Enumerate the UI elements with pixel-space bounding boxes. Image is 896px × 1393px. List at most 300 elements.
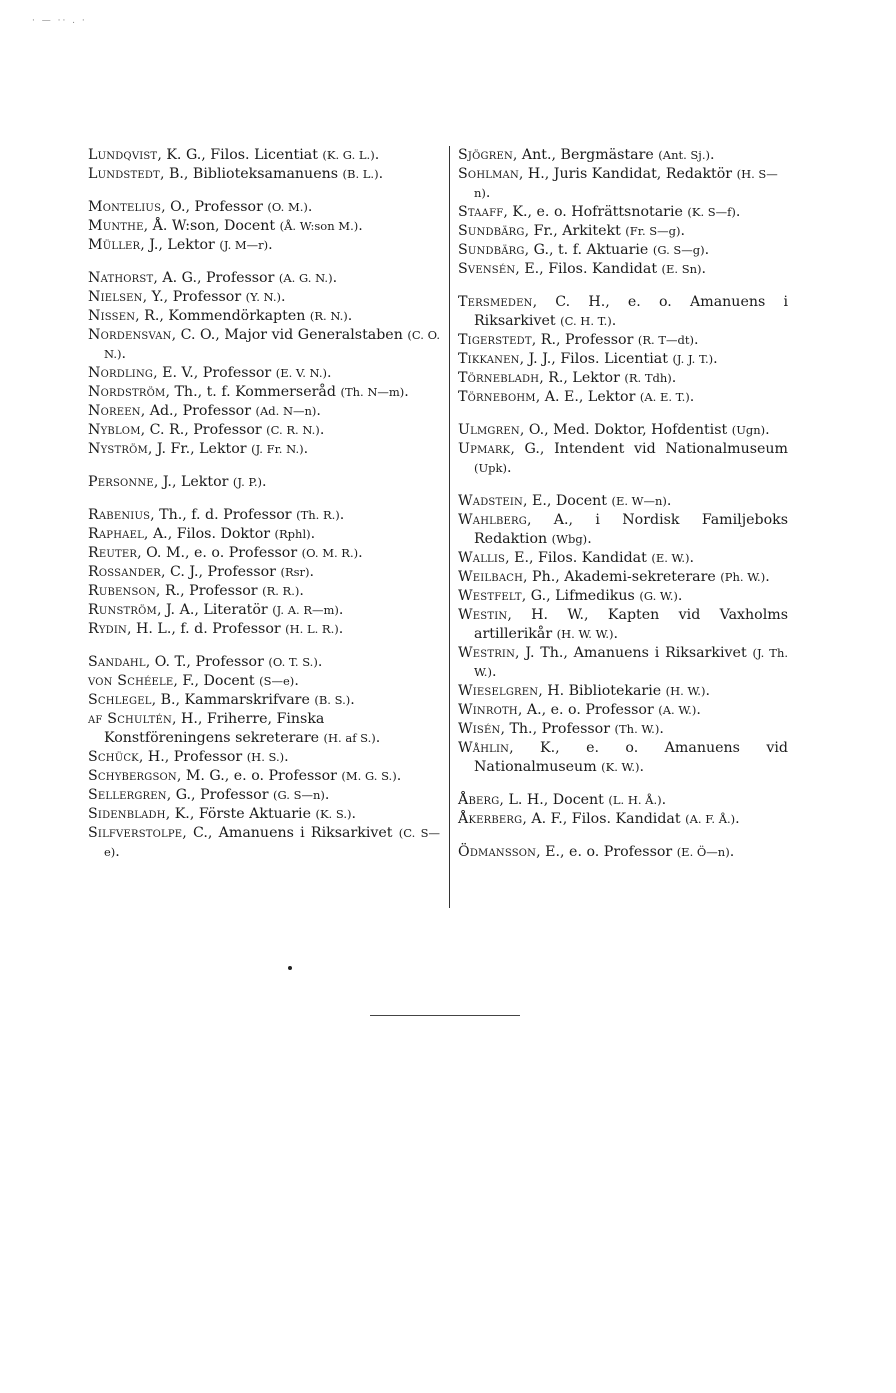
contributor-signature: (J. J. T.) (672, 352, 714, 366)
entry-period: . (701, 261, 707, 277)
contributor-entry (458, 165, 788, 203)
contributor-entry (458, 587, 788, 606)
contributor-entry (88, 525, 440, 544)
contributor-surname: Sundbärg (458, 242, 525, 258)
entry-period: . (689, 389, 695, 405)
bottom-rule (370, 1015, 520, 1016)
entry-period: . (316, 403, 321, 419)
contributor-surname: Törnebohm (458, 389, 536, 405)
contributor-details: , J., Lektor (140, 237, 220, 253)
contributor-details: , Y., Professor (142, 289, 246, 305)
contributor-surname: Tersmeden (458, 294, 533, 310)
contributor-signature: (A. E. T.) (639, 390, 690, 404)
letter-group (458, 421, 788, 478)
entry-period: . (358, 545, 363, 561)
contributor-surname: Nyblom (88, 422, 141, 438)
contributor-surname: Wahlberg (458, 512, 527, 528)
contributor-details: , A., e. o. Professor (517, 702, 659, 718)
letter-group (458, 146, 788, 279)
entry-period: . (705, 683, 710, 699)
contributor-entry (88, 786, 440, 805)
contributor-surname: Montelius (88, 199, 162, 215)
contributor-signature: (E. V. N.) (275, 366, 327, 380)
contributor-surname: Nathorst (88, 270, 154, 286)
contributor-entry (88, 440, 440, 459)
column-divider (449, 146, 450, 908)
contributor-signature: (Th. W.) (614, 722, 660, 736)
contributor-details: , Th., Professor (500, 721, 615, 737)
contributor-signature: (Ugn) (731, 423, 766, 437)
contributor-signature: (C. H. T.) (560, 314, 612, 328)
contributor-surname: Tikkanen (458, 351, 520, 367)
contributor-entry (88, 146, 440, 165)
contributor-surname: Runström (88, 602, 157, 618)
contributor-details: , B., Biblioteksamanuens (159, 166, 343, 182)
contributor-entry (458, 492, 788, 511)
contributor-entry (458, 701, 788, 720)
contributor-signature: (J. A. R—m) (272, 603, 339, 617)
contributor-surname: von Schéele (88, 673, 174, 689)
contributor-details: , E., Filos. Kandidat (515, 261, 662, 277)
entry-period: . (765, 569, 770, 585)
entry-period: . (694, 332, 699, 348)
contributor-entry (88, 767, 440, 786)
contributor-entry (88, 402, 440, 421)
entry-period: . (396, 768, 402, 784)
contributor-signature: (B. S.) (314, 693, 351, 707)
contributor-surname: Sundbärg (458, 223, 525, 239)
contributor-entry (458, 791, 788, 810)
contributor-surname: Müller (88, 237, 141, 253)
entry-period: . (351, 806, 356, 822)
contributor-signature: (L. H. Å.) (608, 793, 662, 807)
contributor-entry (88, 691, 440, 710)
entry-period: . (710, 147, 715, 163)
contributor-entry (458, 388, 788, 407)
contributor-surname: Sellergren (88, 787, 167, 803)
contributor-entry (88, 672, 440, 691)
contributor-surname: Rubenson (88, 583, 156, 599)
entry-period: . (262, 474, 267, 490)
entry-period: . (611, 313, 617, 329)
contributor-details: , K., Förste Aktuarie (165, 806, 316, 822)
contributor-details: , O., Med. Doktor, Hofdentist (519, 422, 732, 438)
contributor-entry (458, 810, 788, 829)
letter-group (88, 506, 440, 639)
entry-period: . (375, 730, 381, 746)
contributor-signature: (E. Sn) (661, 262, 702, 276)
entry-period: . (324, 787, 330, 803)
contributor-entry (458, 369, 788, 388)
contributor-entry (88, 236, 440, 255)
contributor-signature: (E. W.) (651, 551, 690, 565)
contributor-details: , E., Docent (522, 493, 612, 509)
contributor-entry (88, 165, 440, 184)
entry-period: . (268, 237, 273, 253)
contributor-details: , H. L., f. d. Professor (127, 621, 286, 637)
contributor-signature: (J. Th. W.) (474, 646, 789, 679)
contributor-surname: Rossander (88, 564, 162, 580)
contributor-surname: Schück (88, 749, 139, 765)
entry-period: . (317, 654, 323, 670)
contributor-surname: Åkerberg (458, 811, 523, 827)
contributor-entry (88, 805, 440, 824)
contributor-details: , H., Professor (138, 749, 247, 765)
contributor-entry (88, 383, 440, 402)
contributor-entry (88, 506, 440, 525)
contributor-signature: (E. W—n) (611, 494, 667, 508)
contributor-entry (458, 739, 788, 777)
contributor-details: , A. E., Lektor (535, 389, 640, 405)
contributor-signature: (Th. N—m) (340, 385, 405, 399)
contributor-details: , O., Professor (161, 199, 268, 215)
contributor-surname: Westfelt (458, 588, 522, 604)
contributor-entry (458, 720, 788, 739)
contributor-details: , H., Juris Kandidat, Redaktör (518, 166, 737, 182)
contributor-surname: Ulmgren (458, 422, 520, 438)
contributor-details: , C. R., Professor (140, 422, 267, 438)
contributor-signature: (B. L.) (342, 167, 379, 181)
entry-period: . (319, 422, 325, 438)
entry-period: . (613, 626, 619, 642)
contributor-details: , E., e. o. Professor (536, 844, 677, 860)
contributors-right-column (458, 146, 788, 876)
contributor-surname: Rabenius (88, 507, 151, 523)
contributor-details: , Ad., Professor (140, 403, 256, 419)
contributor-surname: Nordensvan (88, 327, 172, 343)
contributor-signature: (Wbg) (551, 532, 588, 546)
contributor-details: , J. A., Literatör (156, 602, 273, 618)
contributor-entry (88, 326, 440, 364)
contributor-signature: (O. T. S.) (268, 655, 318, 669)
contributor-signature: (K. G. L.) (322, 148, 375, 162)
contributor-signature: (A. G. N.) (278, 271, 333, 285)
contributor-details: , G., Professor (166, 787, 273, 803)
contributor-signature: (K. S—f) (687, 205, 736, 219)
entry-period: . (299, 583, 304, 599)
contributor-entry (458, 511, 788, 549)
contributor-signature: (Fr. S—g) (625, 224, 681, 238)
entry-period: . (704, 242, 710, 258)
contributor-details: , G., Lifmedikus (521, 588, 640, 604)
contributor-details: , H., Friherre, Finska Konstföreningens sekreterare (104, 711, 325, 746)
entry-period: . (735, 204, 741, 220)
contributor-surname: Tigerstedt (458, 332, 532, 348)
entry-period: . (491, 664, 497, 680)
contributor-signature: (O. M. R.) (301, 546, 359, 560)
contributor-signature: (H. W.) (665, 684, 706, 698)
contributor-entry (88, 288, 440, 307)
contributor-entry (88, 307, 440, 326)
contributor-surname: Schybergson (88, 768, 177, 784)
contributor-entry (88, 544, 440, 563)
contributor-details: , J. J., Filos. Licentiat (519, 351, 673, 367)
contributor-signature: (Rphl) (274, 527, 311, 541)
contributor-surname: Staaff (458, 204, 504, 220)
contributor-surname: Wåhlin (458, 740, 510, 756)
contributor-details: , J. Fr., Lektor (147, 441, 252, 457)
contributor-entry (458, 682, 788, 701)
contributor-entry (458, 440, 788, 478)
contributor-surname: Nissen (88, 308, 136, 324)
entry-period: . (680, 223, 686, 239)
contributor-signature: (Upk) (474, 461, 507, 475)
contributor-signature: (A. F. Å.) (685, 812, 736, 826)
contributor-entry (88, 748, 440, 767)
contributor-signature: (Y. N.) (245, 290, 281, 304)
letter-group (458, 843, 788, 862)
entry-period: . (659, 721, 664, 737)
contributor-surname: Sjögren (458, 147, 513, 163)
contributor-signature: (C. R. N.) (266, 423, 320, 437)
contributor-entry (458, 644, 788, 682)
contributor-surname: Westrin (458, 645, 516, 661)
letter-group (88, 653, 440, 862)
entry-period: . (310, 526, 316, 542)
contributor-surname: Noreen (88, 403, 141, 419)
entry-period: . (338, 602, 344, 618)
contributor-signature: (H. S—n) (474, 167, 778, 200)
contributor-surname: Raphael (88, 526, 144, 542)
contributor-entry (88, 710, 440, 748)
entry-period: . (284, 749, 289, 765)
contributor-signature: (K. W.) (601, 760, 640, 774)
contributor-surname: Sohlman (458, 166, 519, 182)
contributor-details: , R., Professor (531, 332, 638, 348)
entry-period: . (735, 811, 740, 827)
contributor-entry (458, 146, 788, 165)
entry-period: . (404, 384, 409, 400)
contributor-surname: Nordström (88, 384, 166, 400)
entry-period: . (689, 550, 694, 566)
contributor-entry (458, 606, 788, 644)
contributor-details: , J., Lektor (153, 474, 233, 490)
contributor-details: , C. O., Major vid Generalstaben (171, 327, 408, 343)
contributor-surname: Personne (88, 474, 154, 490)
contributor-entry (88, 582, 440, 601)
contributor-surname: Reuter (88, 545, 138, 561)
contributor-entry (458, 421, 788, 440)
contributor-details: , Th., f. d. Professor (150, 507, 297, 523)
entry-period: . (378, 166, 384, 182)
contributor-entry (458, 260, 788, 279)
contributor-surname: Rydin (88, 621, 128, 637)
contributor-signature: (C. O. N.) (104, 328, 440, 361)
contributor-entry (458, 293, 788, 331)
contributor-entry (88, 217, 440, 236)
contributor-surname: Weilbach (458, 569, 524, 585)
contributor-signature: (G. S—n) (273, 788, 325, 802)
contributor-details: , A., Filos. Doktor (143, 526, 275, 542)
stray-dot (288, 966, 292, 970)
contributor-signature: (R. R.) (262, 584, 300, 598)
contributor-signature: (Å. W:son M.) (279, 219, 359, 233)
contributor-signature: (Ph. W.) (720, 570, 766, 584)
contributor-surname: Törnebladh (458, 370, 540, 386)
entry-period: . (374, 147, 380, 163)
contributor-surname: Munthe (88, 218, 144, 234)
contributor-surname: Ödmansson (458, 844, 537, 860)
contributor-entry (88, 473, 440, 492)
contributor-surname: Schlegel (88, 692, 152, 708)
contributor-entry (88, 601, 440, 620)
contributor-entry (88, 620, 440, 639)
contributor-signature: (C. S—e) (104, 826, 440, 859)
contributor-signature: (Th. R.) (296, 508, 340, 522)
contributor-signature: (E. Ö—n) (676, 845, 730, 859)
contributor-signature: (J. M—r) (219, 238, 269, 252)
contributor-details: , C., Amanuens i Riksarkivet (182, 825, 399, 841)
contributors-left-column (88, 146, 440, 876)
contributor-details: , K., e. o. Hofrättsnotarie (503, 204, 688, 220)
contributor-signature: (R. T—dt) (637, 333, 695, 347)
contributor-details: , O. M., e. o. Professor (137, 545, 302, 561)
contributor-entry (88, 269, 440, 288)
entry-period: . (661, 792, 667, 808)
contributor-entry (458, 203, 788, 222)
contributor-surname: Sandahl (88, 654, 146, 670)
contributor-signature: (A. W.) (658, 703, 697, 717)
contributor-details: , B., Kammarskrifvare (151, 692, 315, 708)
contributor-details: , K. G., Filos. Licentiat (157, 147, 323, 163)
entry-period: . (121, 346, 126, 362)
contributor-details: , R., Professor (155, 583, 263, 599)
contributor-signature: (M. G. S.) (341, 769, 397, 783)
contributor-entry (88, 364, 440, 383)
entry-period: . (332, 270, 338, 286)
contributor-signature: (G. W.) (639, 589, 678, 603)
contributor-signature: (H. L. R.) (285, 622, 339, 636)
entry-period: . (729, 844, 735, 860)
contributor-signature: (R. Tdh) (624, 371, 672, 385)
entry-period: . (326, 365, 332, 381)
contributor-entry (458, 843, 788, 862)
entry-period: . (666, 493, 672, 509)
contributor-surname: Wallis (458, 550, 506, 566)
contributor-details: , Fr., Arkitekt (524, 223, 626, 239)
contributor-details: , E., Filos. Kandidat (505, 550, 652, 566)
contributor-details: , A., i Nordisk Familjeboks Redaktion (474, 512, 788, 547)
contributor-surname: Silfverstolpe (88, 825, 183, 841)
entry-period: . (713, 351, 718, 367)
contributor-details: , F., Docent (173, 673, 260, 689)
contributor-entry (458, 350, 788, 369)
entry-period: . (294, 673, 299, 689)
contributor-entry (458, 568, 788, 587)
entry-period: . (339, 507, 345, 523)
contributor-surname: Nyström (88, 441, 148, 457)
contributor-signature: (Ad. N—n) (255, 404, 317, 418)
entry-period: . (347, 308, 353, 324)
contributor-surname: Sidenbladh (88, 806, 166, 822)
entry-period: . (350, 692, 355, 708)
letter-group (88, 146, 440, 184)
contributor-details: , H. W., Kapten vid Vaxholms artillerikår (474, 607, 788, 642)
entry-period: . (587, 531, 592, 547)
entry-period: . (677, 588, 683, 604)
contributor-surname: Nordling (88, 365, 154, 381)
entry-period: . (507, 460, 512, 476)
contributor-surname: Lundstedt (88, 166, 160, 182)
contributor-details: , K., e. o. Amanuens vid Nationalmuseum (474, 740, 788, 775)
contributor-surname: Wieselgren (458, 683, 539, 699)
contributor-details: , Ant., Bergmästare (512, 147, 659, 163)
contributor-signature: (H. W. W.) (556, 627, 614, 641)
contributor-details: , R., Lektor (539, 370, 625, 386)
contributor-surname: Wisén (458, 721, 501, 737)
contributor-signature: (O. M.) (267, 200, 308, 214)
letter-group (458, 492, 788, 777)
contributor-entry (88, 824, 440, 862)
entry-period: . (303, 441, 309, 457)
entry-period: . (115, 844, 120, 860)
entry-period: . (281, 289, 286, 305)
letter-group (458, 791, 788, 829)
contributor-details: , Ph., Akademi-sekreterare (523, 569, 721, 585)
contributor-details: , R., Kommendörkapten (135, 308, 310, 324)
contributor-details: , G., t. f. Aktuarie (524, 242, 653, 258)
entry-period: . (485, 185, 491, 201)
contributor-details: , G., Intendent vid Nationalmuseum (510, 441, 788, 457)
contributor-surname: af Schultén (88, 711, 172, 727)
entry-period: . (358, 218, 363, 234)
entry-period: . (671, 370, 677, 386)
contributor-details: , E. V., Professor (153, 365, 276, 381)
contributor-details: , C. H., e. o. Amanuens i Riksarkivet (474, 294, 788, 329)
letter-group (88, 198, 440, 255)
contributor-signature: (J. Fr. N.) (251, 442, 304, 456)
letter-group (88, 269, 440, 459)
contributor-entry (458, 222, 788, 241)
contributor-entry (458, 331, 788, 350)
contributor-signature: (K. S.) (315, 807, 352, 821)
contributor-signature: (J. P.) (232, 475, 262, 489)
contributor-signature: (G. S—g) (652, 243, 705, 257)
letter-group (88, 473, 440, 492)
contributor-surname: Wadstein (458, 493, 523, 509)
contributor-entry (88, 421, 440, 440)
contributor-details: , L. H., Docent (499, 792, 609, 808)
contributor-signature: (S—e) (259, 674, 295, 688)
corner-scan-mark: · — ·· . · (32, 16, 87, 26)
entry-period: . (338, 621, 344, 637)
entry-period: . (639, 759, 645, 775)
contributor-details: , O. T., Professor (145, 654, 269, 670)
contributor-surname: Winroth (458, 702, 518, 718)
contributor-surname: Svensén (458, 261, 516, 277)
contributor-signature: (Ant. Sj.) (658, 148, 710, 162)
contributor-signature: (R. N.) (309, 309, 348, 323)
contributor-surname: Lundqvist (88, 147, 158, 163)
letter-group (458, 293, 788, 407)
contributor-surname: Upmark (458, 441, 511, 457)
contributor-surname: Åberg (458, 792, 500, 808)
contributor-details: , H. Bibliotekarie (538, 683, 666, 699)
contributor-entry (458, 241, 788, 260)
contributor-details: , A. G., Professor (153, 270, 279, 286)
contributor-details: , J. Th., Amanuens i Riksarkivet (515, 645, 753, 661)
contributor-entry (88, 563, 440, 582)
contributor-signature: (Rsr) (280, 565, 310, 579)
contributor-signature: (H. S.) (246, 750, 285, 764)
contributor-entry (88, 198, 440, 217)
contributor-details: , M. G., e. o. Professor (176, 768, 342, 784)
contributor-surname: Nielsen (88, 289, 143, 305)
contributor-signature: (H. af S.) (323, 731, 376, 745)
contributor-surname: Westin (458, 607, 508, 623)
entry-period: . (696, 702, 701, 718)
contributor-entry (88, 653, 440, 672)
